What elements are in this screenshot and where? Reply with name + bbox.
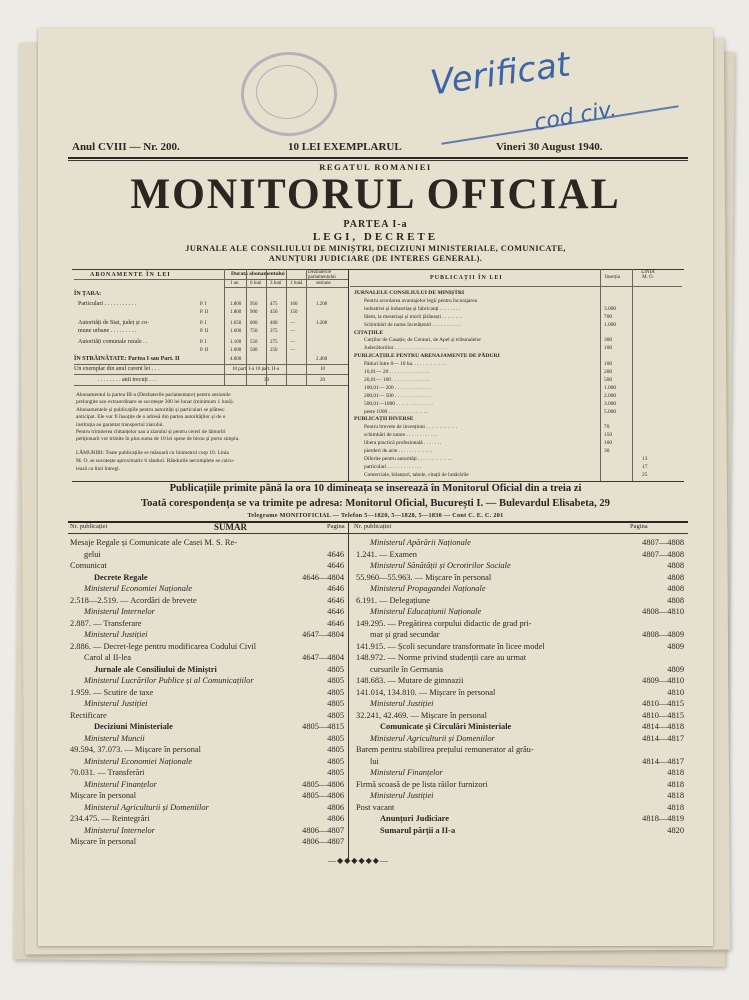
handwritten-note: Verificat	[427, 44, 573, 104]
toc-entry: Carol al II-lea	[84, 653, 131, 662]
toc-page-number: 4805	[327, 664, 344, 674]
subscription-price: 400	[270, 321, 278, 326]
publication-fee-row: particulari . . . . . . . . . . . . .	[364, 463, 422, 470]
toc-entry: 148.972. — Norme privind studenții care au urmat	[356, 653, 527, 662]
toc-ministry: Ministerul Economiei Naționale	[84, 584, 192, 593]
toc-entry: cursurile în Germania	[370, 664, 444, 674]
toc-section-heading: Anunțuri Judiciare	[380, 814, 449, 823]
toc-page-number: 4805—4815	[302, 722, 344, 731]
debates-price: 1.200	[316, 321, 328, 326]
lamuriri-note: M. O. se socotește aproximativ 6 rânduri. Rândurile necomplete se calcu-	[76, 458, 235, 464]
issue-number: Anul CVIII — Nr. 200.	[72, 141, 180, 153]
in-country-label: ÎN ȚARA:	[74, 291, 102, 297]
publication-fee-row: Comerciale, bilanțuri, tabele, citații de hotărârile	[364, 471, 469, 478]
insertion-price: 3.000	[604, 400, 617, 407]
toc-entry: 70.031. — Transferări	[70, 768, 145, 777]
subscription-part: P. I	[200, 321, 207, 326]
table-rule	[74, 385, 348, 386]
publication-fee-row: 10,01— 20 . . . . . . . . . . . . . . .	[364, 369, 429, 375]
publication-fee-row: Pentru acordarea avantajelor legii pentru încurajarea	[364, 297, 477, 304]
past-years-price: 30	[264, 378, 269, 383]
subscription-price: 275	[270, 340, 278, 345]
toc-page-number: 4809—4810	[642, 676, 684, 685]
table-column-rule	[224, 269, 225, 385]
toc-ministry: Ministerul Internelor	[84, 825, 155, 835]
line-price: 25	[642, 471, 648, 478]
toc-header-rule	[68, 533, 688, 534]
insertion-header: Inserția	[605, 275, 620, 280]
toc-page-number: 4818—4819	[642, 814, 684, 823]
toc-page-number: 4805—4806	[302, 779, 344, 789]
publication-fee-row: industriei și industriaș și fabricanți . . . . . . . .	[364, 305, 461, 312]
unit-header: 1 lună	[290, 281, 303, 286]
issue-date: Vineri 30 August 1940.	[496, 141, 603, 153]
publication-notice: Publicațiile primite până la ora 10 dimineața se inserează în Monitorul Oficial din a treia zi	[169, 483, 582, 494]
toc-ministry: Ministerul Justiției	[370, 791, 434, 800]
toc-page-number: 4808	[667, 595, 684, 605]
toc-page-number: 4808—4809	[642, 630, 684, 639]
toc-page-number: 4646	[327, 618, 344, 628]
subscription-part: P. II	[200, 329, 209, 334]
publication-fee-row: Păduri între 0— 10 ha. . . . . . . . . . . . .	[364, 361, 446, 368]
toc-entry: 32.241, 42.469. — Mișcare în personal	[356, 710, 487, 720]
toc-section-heading: Decrete Regale	[94, 572, 148, 582]
toc-entry: Firmă scoasă de pe lista răilor furnizori	[356, 779, 488, 789]
toc-page-number: 4810—4815	[642, 710, 684, 720]
description-line-1: JURNALE ALE CONSILIULUI DE MINIȘTRI, DECIZIUNI MINISTERIALE, COMUNICATE,	[185, 244, 566, 253]
subscription-note: petiționarii vor trimite în plus suma de 10 lei spese de birou și porto simplu.	[76, 436, 240, 443]
toc-page-number: 4809	[667, 641, 684, 651]
unit-header: 3 luni	[270, 281, 282, 286]
publication-fee-row: 500,01—1000 . . . . . . . . . . . . . .	[364, 400, 433, 407]
toc-entry: 2.518—2.519. — Acordări de brevete	[70, 595, 197, 605]
debates-header: Dezbaterile parlamentului	[308, 270, 336, 280]
past-years-debates: 20	[320, 378, 325, 383]
toc-left-page-header: Pagina	[327, 523, 345, 530]
subscription-price: 250	[270, 348, 278, 353]
insertion-price: 700	[604, 313, 613, 320]
toc-left-nr-header: Nr. publicației	[70, 523, 108, 530]
unit-header: 1 an	[230, 281, 239, 286]
toc-page-number: 4646	[327, 607, 344, 616]
abroad-label: ÎN STRĂINĂTATE: Partea I sau Part. II	[74, 356, 180, 362]
correspondence-notice: Toată corespondența se va trimite pe adresa: Monitorul Oficial, București I. — Bulevardul Elisabeta, 29	[141, 498, 610, 509]
toc-page-number: 4806	[327, 814, 344, 823]
toc-page-number: 4820	[667, 825, 684, 835]
toc-ministry: Ministerul Justiției	[84, 699, 148, 708]
toc-column-divider	[348, 521, 349, 861]
toc-ministry: Ministerul Educațiunii Naționale	[370, 607, 482, 616]
lamuriri-note: lează ca linii întregi.	[76, 466, 121, 472]
subscription-price: 1.000	[230, 348, 242, 353]
toc-ministry: Ministerul Lucrărilor Publice și al Comunicațiilor	[84, 676, 254, 685]
single-copy-label: Un exemplar din anul curent lei . . .	[74, 366, 160, 372]
toc-right-nr-header: Nr. publicației	[354, 523, 392, 530]
toc-page-number: 4809	[667, 664, 684, 674]
toc-section-heading: Sumarul părții a II-a	[380, 825, 456, 835]
publication-fee-row: JURNALELE CONSILIULUI DE MINIȘTRI	[354, 290, 465, 296]
toc-page-number: 4647—4804	[302, 653, 344, 662]
publication-fee-row: libera practică profesională . . . . . . .	[364, 440, 442, 447]
toc-page-number: 4805	[327, 733, 344, 743]
insertion-price: 200	[604, 369, 613, 375]
toc-page-number: 4808—4810	[642, 607, 684, 616]
subscription-price: 160	[290, 302, 298, 307]
duration-header: Durata abonamentului	[231, 271, 285, 277]
toc-page-number: 4806—4807	[302, 837, 344, 846]
subscription-price: 500	[250, 348, 258, 353]
toc-page-number: 4805	[327, 676, 344, 685]
line-price: 17	[642, 463, 648, 470]
publication-fee-row: pierderi de acte . . . . . . . . . . . . .	[364, 448, 433, 454]
toc-page-number: 4818	[667, 779, 684, 789]
toc-page-number: 4646	[327, 584, 344, 593]
toc-entry: lui	[370, 756, 379, 766]
subscription-price: —	[290, 329, 295, 334]
line-header: LINIA M. O.	[641, 270, 655, 280]
toc-ministry: Ministerul Finanțelor	[84, 779, 157, 789]
toc-page-number: 4818	[667, 802, 684, 812]
lamuriri-note: LĂMURIRI: Toate publicațiile se măsoară cu linimetrul corp 10. Linia	[76, 450, 229, 456]
toc-page-number: 4805	[327, 745, 344, 754]
table-column-rule	[286, 269, 287, 385]
toc-page-number: 4646	[327, 549, 344, 559]
end-ornament: —◆◆◆◆◆◆—	[328, 856, 389, 865]
publication-fee-row: CITAȚIILE	[354, 329, 384, 336]
publication-fee-row: 200,01— 500 . . . . . . . . . . . . . .	[364, 392, 432, 399]
toc-ministry: Ministerul Agriculturii și Domeniilor	[370, 733, 495, 743]
toc-entry: 148.683. — Mutare de gimnazii	[356, 676, 464, 685]
insertion-price: 1.000	[604, 321, 617, 328]
subscription-price: 150	[290, 310, 298, 315]
subscription-price: 1.600	[230, 329, 242, 334]
toc-entry: Barem pentru stabilirea prețului remunerator al grâu-	[356, 745, 534, 754]
subscription-price: —	[290, 348, 295, 353]
toc-ministry: Ministerul Justiției	[370, 699, 434, 708]
subscription-note: instituția au garantat transportul ziarului.	[76, 421, 164, 428]
insertion-price: 500	[604, 376, 613, 383]
toc-page-number: 4807—4808	[642, 538, 684, 547]
toc-page-number: 4805	[327, 756, 344, 766]
toc-entry: mar și grad secundar	[370, 630, 440, 639]
toc-page-number: 4805	[327, 687, 344, 697]
subscription-price: 1.800	[230, 302, 242, 307]
toc-entry: gelui	[84, 549, 101, 559]
toc-entry: Mesaje Regale și Comunicate ale Casei M. S. Re-	[70, 538, 237, 547]
toc-entry: 2.887. — Transferare	[70, 618, 142, 628]
subscriptions-heading: ABONAMENTE ÎN LEI	[90, 272, 171, 278]
abroad-debates: 2.400	[316, 357, 328, 362]
past-years-label: . . . . . . . . anii trecuți . . .	[98, 377, 157, 383]
toc-section-heading: Jurnale ale Consiliului de Miniștri	[94, 664, 217, 674]
publication-fee-row: Schimbări de nume încetățeniri . . . . . . . . . . .	[364, 321, 462, 328]
toc-entry: Post vacant	[356, 802, 395, 812]
toc-ministry: Ministerul Propagandei Naționale	[370, 584, 486, 593]
toc-page-number: 4647—4804	[302, 630, 344, 639]
toc-page-number: 4806—4807	[302, 825, 344, 835]
publication-fee-row: Diferite pentru autorități . . . . . . . . . . . . .	[364, 455, 452, 462]
toc-page-number: 4808	[667, 572, 684, 582]
toc-entry: Mișcare în personal	[70, 791, 137, 800]
publication-fee-row: 20,01— 100 . . . . . . . . . . . . . .	[364, 376, 429, 383]
subscription-part: P. II	[200, 310, 209, 315]
toc-page-number: 4818	[667, 791, 684, 800]
toc-entry: 2.886. — Decret-lege pentru modificarea Codului Civil	[70, 641, 257, 651]
subscription-part: P. I	[200, 302, 207, 307]
toc-page-number: 4646—4804	[302, 572, 344, 582]
toc-ministry: Ministerul Agriculturii și Domeniilor	[84, 802, 209, 812]
toc-title: SUMAR	[214, 522, 247, 532]
subscription-price: 750	[250, 329, 258, 334]
toc-page-number: 4807—4808	[642, 549, 684, 559]
subscription-note: Abonamentele și publicațiile pentru autorități și particulari se plătesc	[76, 406, 225, 413]
subscription-price: 900	[250, 310, 258, 315]
toc-entry: 1.241. — Examen	[356, 549, 417, 559]
toc-entry: Rectificare	[70, 710, 107, 720]
issue-price: 10 LEI EXEMPLARUL	[288, 141, 402, 153]
subscription-note: Abonamentul la partea III-a (Dezbaterile parlamentare) pentru sesiunile	[76, 392, 231, 398]
unit-header: 6 luni	[250, 281, 262, 286]
subscription-price: 1.100	[230, 340, 242, 345]
subscription-row-label: Autorități de Stat, județ și co-	[78, 320, 149, 326]
abroad-price: 4.000	[230, 357, 242, 362]
toc-page-number: 4805	[327, 768, 344, 777]
toc-page-number: 4806	[327, 802, 344, 812]
toc-entry: 49.594, 37.073. — Mișcare în personal	[70, 745, 201, 754]
insertion-price: 100	[604, 345, 613, 352]
toc-ministry: Ministerul Justiției	[84, 630, 148, 639]
subscription-price: 550	[250, 340, 258, 345]
subscription-note: Pentru trimiterea chitanțelor sau a ziarului și pentru cereri de lămuriri	[76, 429, 226, 435]
insertion-price: 150	[604, 432, 613, 439]
subscription-part: P. I	[200, 340, 207, 345]
library-stamp-icon	[241, 52, 337, 136]
publication-fee-row: Pentru brevete de invenționi . . . . . . . . . . . .	[364, 424, 458, 431]
single-copy-debates: 10	[320, 367, 325, 372]
toc-page-number: 4805—4806	[302, 791, 344, 800]
subscription-row-label: Particulari . . . . . . . . . . .	[78, 301, 136, 307]
table-column-rule	[246, 269, 247, 385]
toc-entry: 1.959. — Scutire de taxe	[70, 687, 154, 697]
toc-entry: 149.295. — Pregătirea corpului didactic de grad pri-	[356, 618, 532, 628]
subscription-price: 475	[270, 302, 278, 307]
subscription-part: P. II	[200, 348, 209, 353]
toc-ministry: Ministerul Sănătății și Ocrotirilor Sociale	[370, 561, 511, 570]
subscription-row-label: mune urbane . . . . . . . . .	[78, 328, 137, 334]
pub-column-rule	[600, 269, 601, 481]
toc-page-number: 4646	[327, 595, 344, 605]
table-column-rule	[306, 269, 307, 385]
toc-page-number: 4805	[327, 699, 344, 708]
toc-ministry: Ministerul Economiei Naționale	[84, 756, 192, 766]
toc-page-number: 4805	[327, 710, 344, 720]
handwritten-note-2: cod civ.	[532, 96, 619, 137]
part-label: PARTEA I-a	[343, 219, 408, 230]
subscription-row-label: Autorități comunale rurale . .	[78, 339, 148, 345]
toc-entry: Comunicat	[70, 561, 107, 570]
publications-heading: PUBLICAȚII ÎN LEI	[430, 275, 503, 281]
toc-page-number: 4808	[667, 561, 684, 570]
table-bottom-rule	[72, 481, 684, 482]
toc-ministry: Ministerul Internelor	[84, 607, 155, 616]
subscription-note: anticipat. Ele vor fi însoțite de o adresă din partea autorităților și de o	[76, 414, 226, 421]
publication-fee-row: Idem, la meseriași și morii țărănești . . . . . . . .	[364, 313, 463, 320]
toc-page-number: 4810	[667, 687, 684, 697]
toc-section-heading: Comunicate și Circulări Ministeriale	[380, 722, 512, 731]
toc-page-number: 4810—4815	[642, 699, 684, 708]
newspaper-page	[38, 28, 713, 946]
publication-fee-row: PUBLICAȚII DIVERSE	[354, 416, 414, 423]
insertion-price: 70	[604, 424, 610, 431]
insertion-price: 3.000	[604, 305, 617, 312]
toc-section-heading: Deciziuni Ministeriale	[94, 722, 173, 731]
toc-page-number: 4814—4817	[642, 756, 684, 766]
subscription-price: 800	[250, 321, 258, 326]
toc-entry: Mișcare în personal	[70, 837, 137, 846]
insertion-price: 100	[604, 361, 613, 368]
table-divider	[348, 269, 349, 481]
publication-fee-row: PUBLICAȚIILE PENTRU ARENAJAMENTE DE PĂDURI	[354, 353, 500, 360]
insertion-price: 5.000	[604, 408, 617, 415]
toc-entry: 55.960—55.963. — Mișcare în personal	[356, 572, 492, 582]
toc-entry: 141.915. — Școli secundare transformate în licee model	[356, 641, 545, 651]
masthead-rule	[68, 157, 688, 159]
debates-price: 1.200	[316, 302, 328, 307]
toc-entry: 234.475. — Reintegrări	[70, 814, 150, 823]
toc-entry: 6.191. — Delegațiune	[356, 595, 430, 605]
insertion-price: 30	[604, 448, 610, 454]
description-line-2: ANUNȚURI JUDICIARE (DE INTERES GENERAL).	[268, 254, 483, 263]
page-title: MONITORUL OFICIAL	[130, 171, 621, 218]
pub-column-rule	[632, 269, 633, 481]
line-price: 13	[642, 455, 648, 462]
unit-header: sesiune	[316, 281, 331, 286]
table-column-rule	[266, 269, 267, 385]
publication-fee-row: Curților de Casație, de Conturi, de Apel și tribunalelor	[364, 337, 482, 344]
insertion-price: 1.000	[604, 384, 617, 391]
subscription-price: —	[290, 321, 295, 326]
toc-right-page-header: Pagina	[630, 523, 648, 530]
toc-ministry: Ministerul Apărării Naționale	[370, 538, 471, 547]
single-copy-price: 10 part. I-a 10 part. II-a	[232, 367, 280, 372]
toc-page-number: 4814—4817	[642, 733, 684, 743]
toc-page-number: 4808	[667, 584, 684, 593]
subscription-price: 950	[250, 302, 258, 307]
toc-ministry: Ministerul Finanțelor	[370, 768, 443, 777]
publication-fee-row: 100,01— 200 . . . . . . . . . . . . . .	[364, 384, 432, 391]
subscription-price: 1.650	[230, 321, 242, 326]
publication-fee-row: Judecătoriilor . . . . . . . . . . . . . . . . . . . .	[364, 345, 448, 352]
toc-page-number: 4818	[667, 768, 684, 777]
kingdom-line: REGATUL ROMANIEI	[319, 162, 432, 172]
subscription-note: prelungite sau extraordinare se socotește 300 lei lunar (minimum 1 lună).	[76, 399, 234, 406]
subtitle: LEGI, DECRETE	[312, 231, 439, 243]
insertion-price: 2.000	[604, 392, 617, 399]
toc-ministry: Ministerul Muncii	[84, 733, 145, 743]
toc-entry: 141.014, 134.810. — Mișcare în personal	[356, 687, 496, 697]
publication-fee-row: schimbări de nume . . . . . . . . . . . .	[364, 432, 438, 439]
toc-page-number: 4814—4818	[642, 722, 684, 731]
subscription-price: 450	[270, 310, 278, 315]
publication-fee-row: peste 1000 . . . . . . . . . . . . . . .	[364, 408, 428, 415]
insertion-price: 100	[604, 440, 613, 447]
toc-page-number: 4646	[327, 561, 344, 570]
subscription-price: 1.800	[230, 310, 242, 315]
masthead-rule-thin	[68, 160, 688, 161]
subscription-price: —	[290, 340, 295, 345]
insertion-price: 300	[604, 337, 613, 344]
telegram-info: Telegrame MONITOFICIAL — Telefon 5—1820, 5—1828, 5—1830 — Cont C. E. C. 201	[247, 512, 504, 519]
subscription-price: 375	[270, 329, 278, 334]
table-top-rule	[72, 269, 684, 270]
